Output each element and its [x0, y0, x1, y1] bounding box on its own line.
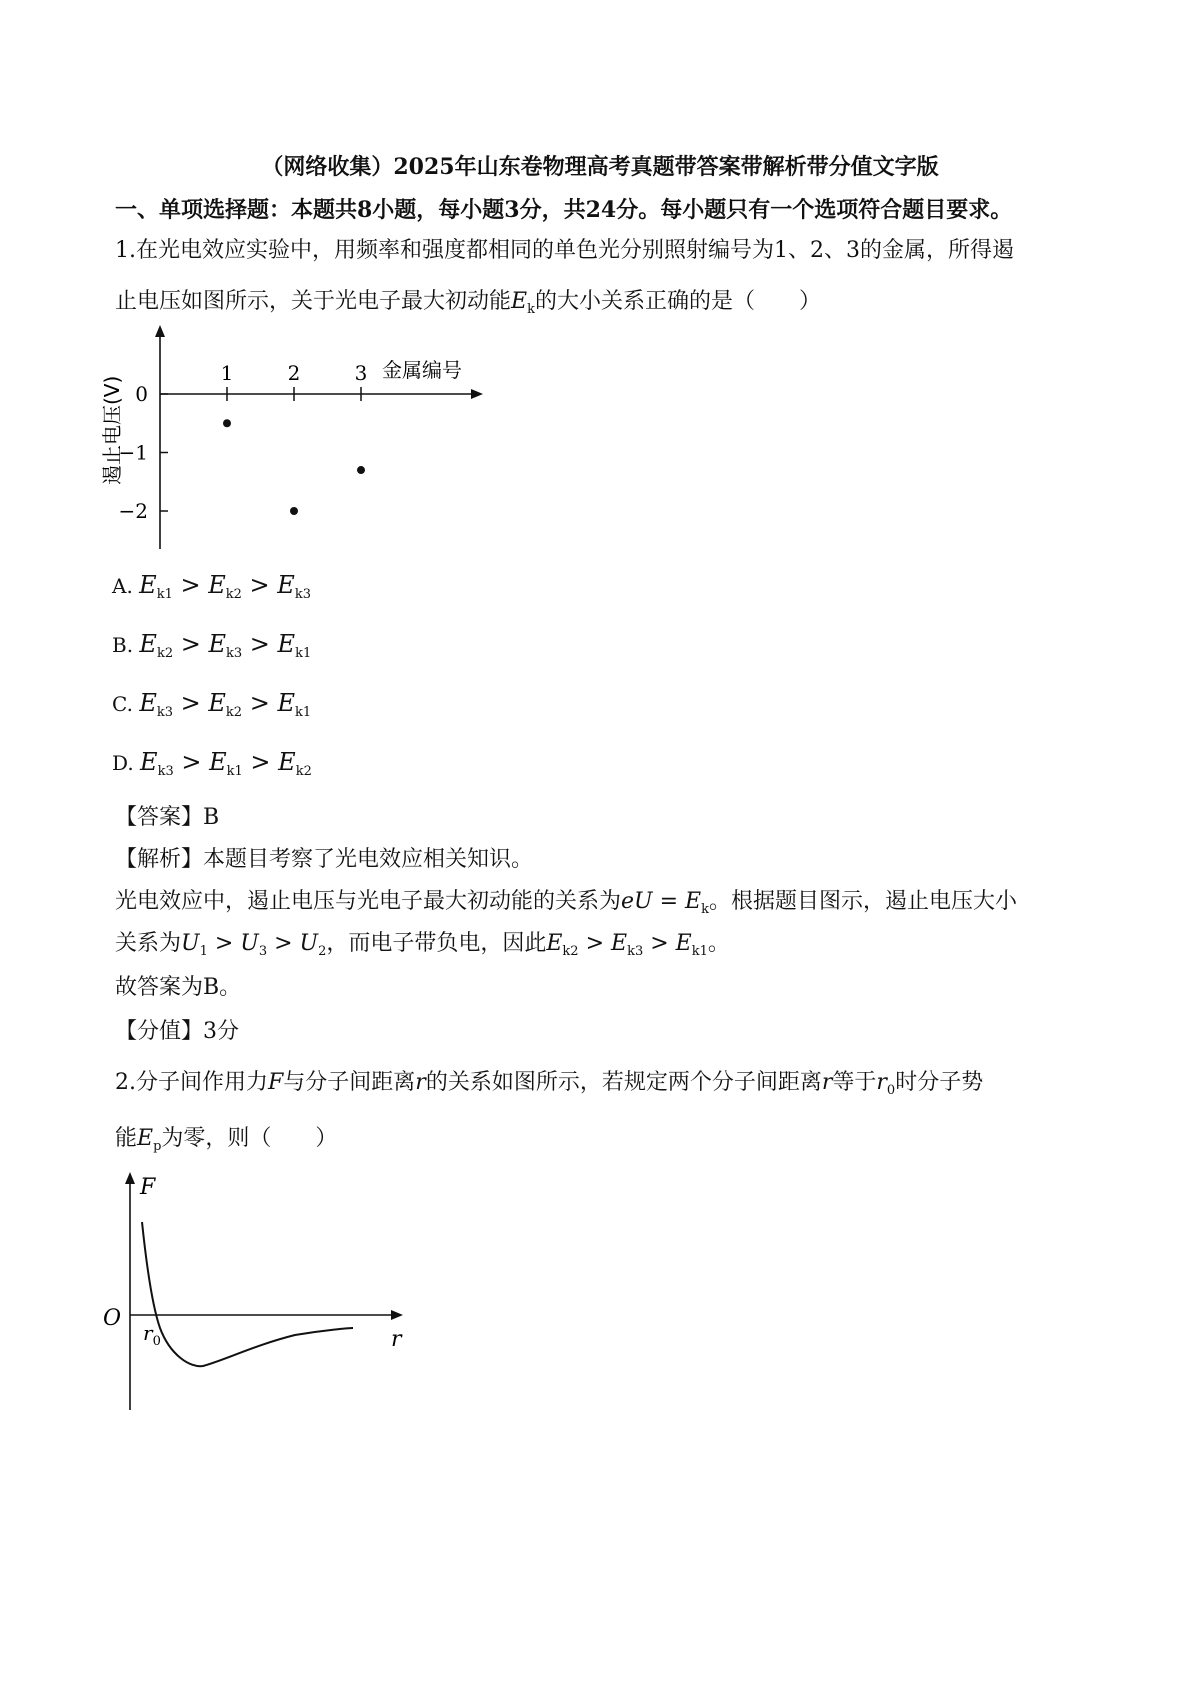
data-point [290, 507, 298, 515]
section-heading: 一、单项选择题：本题共8小题，每小题3分，共24分。每小题只有一个选项符合题目要求。 [115, 197, 1013, 223]
y-tick-label: −2 [118, 499, 148, 523]
y-axis-arrow [155, 325, 165, 337]
q2-line2: 能$E_p$为零，则（ ） [115, 1126, 338, 1154]
option-b: B. $E_{k2} > E_{k3} > E_{k1}$ [112, 630, 312, 661]
q1-chart [95, 325, 515, 560]
r0-symbol: $r_0$ [876, 1070, 896, 1098]
data-point [357, 466, 365, 474]
r-axis-arrow [391, 1310, 403, 1320]
q1-answer: 【答案】B [115, 805, 220, 830]
q1-score: 【分值】3分 [115, 1019, 239, 1044]
y-tick-label: −1 [118, 440, 148, 465]
ep-symbol: $E_p$ [137, 1126, 162, 1154]
q1-line2-pre: 止电压如图所示，关于光电子最大初动能 [115, 289, 512, 314]
x-tick-label: 3 [354, 361, 368, 385]
x-tick-label: 1 [220, 361, 234, 385]
data-points [223, 419, 365, 515]
q2-figure [95, 1170, 425, 1420]
q1-analysis-line1: 光电效应中，遏止电压与光电子最大初动能的关系为eU = $E_k$。根据题目图示，遏止电压大小 [115, 889, 1017, 917]
r-label: r [391, 1327, 402, 1352]
x-tick-label: 2 [287, 361, 301, 385]
ek-symbol: $E_k$ [511, 289, 535, 317]
x-axis-label: 金属编号 [382, 358, 462, 382]
y-tick-label: 0 [135, 382, 148, 406]
formula-ek-order: $E_{k2} > E_{k3} > E_{k1}$ [546, 931, 708, 959]
q1-conclusion: 故答案为B。 [115, 975, 242, 1000]
q1-line2 [115, 284, 821, 317]
option-c: C. $E_{k3} > E_{k2} > E_{k1}$ [112, 689, 312, 720]
origin-label: O [103, 1306, 122, 1331]
data-point [223, 419, 231, 427]
y-axis-label: 遏止电压(V) [100, 375, 124, 485]
x-axis-arrow [471, 389, 483, 399]
q1-line1: 1.在光电效应实验中，用频率和强度都相同的单色光分别照射编号为1、2、3的金属，所得遏 [115, 238, 1014, 263]
formula-eu-ek: eU = $E_k$ [621, 889, 709, 917]
page-title: （网络收集）2025年山东卷物理高考真题带答案带解析带分值文字版 [261, 154, 939, 180]
q1-analysis-line2: 关系为$U_1 > U_3 > U_2$，而电子带负电，因此$E_{k2} > E_{k3} > E_{k1}$。 [115, 931, 730, 959]
q1-analysis-head: 【解析】本题目考察了光电效应相关知识。 [115, 847, 534, 872]
f-label: F [140, 1175, 156, 1200]
x-ticks [221, 361, 368, 401]
r0-label: $r_0$ [143, 1321, 161, 1349]
force-curve [142, 1222, 353, 1366]
option-a: A. $E_{k1} > E_{k2} > E_{k3}$ [112, 571, 311, 602]
option-d: D. $E_{k3} > E_{k1} > E_{k2}$ [112, 748, 312, 779]
q2-line1: 2.分子间作用力F与分子间距离r的关系如图所示，若规定两个分子间距离r等于$r_0$时分子势 [115, 1070, 984, 1098]
f-axis-arrow [125, 1172, 135, 1184]
formula-u-order: $U_1 > U_3 > U_2$ [181, 931, 327, 959]
q1-line2-post: 的大小关系正确的是（ ） [534, 289, 821, 314]
